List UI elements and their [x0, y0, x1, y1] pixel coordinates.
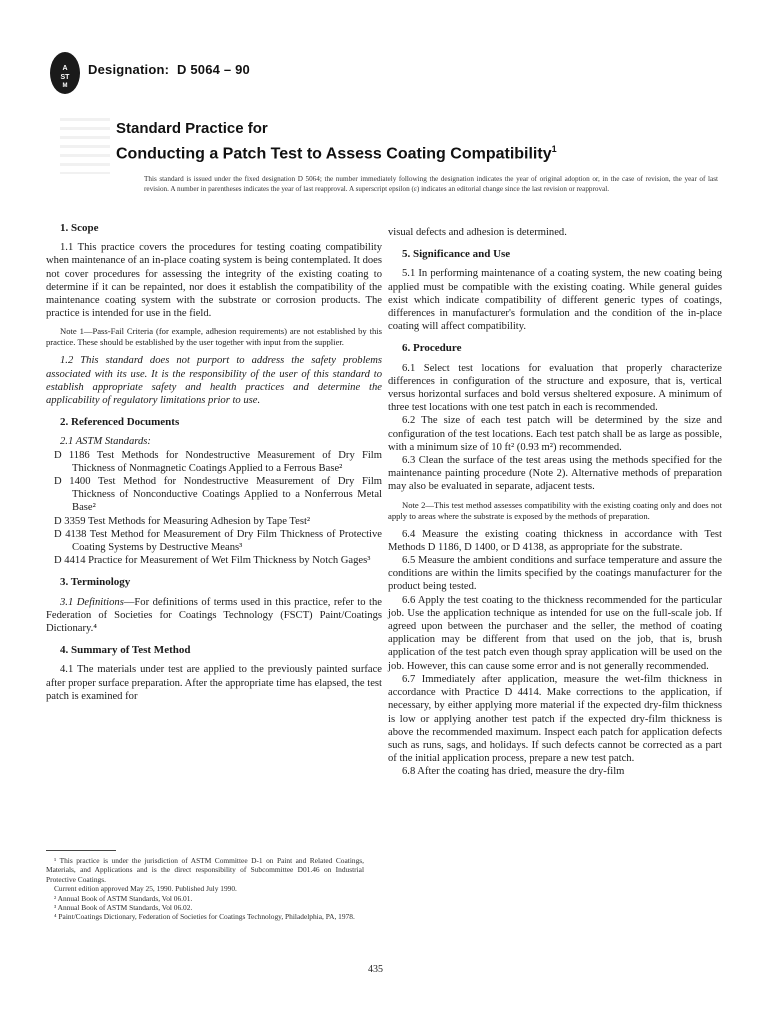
title-line-2 — [116, 139, 716, 164]
paragraph-6-2: 6.2 The size of each test patch will be determined by the size and configuration of the test locations. Each test patch shall be as large as possible, with a minimum size of 10 ft² (0.93 m²) recommended. — [388, 415, 722, 453]
paragraph-3-1-text: —For definitions of terms used in this practice, refer to the Federation of Societies for Coatings Technology (FSCT) Paint/Coatings Dictionary.⁴ — [46, 596, 382, 635]
document-title — [116, 118, 716, 164]
paragraph-6-4: 6.4 Measure the existing coating thickness in accordance with Test Methods D 1186, D 1400, or D 4138, as appropriate for the substrate. — [388, 528, 722, 553]
paragraph-6-3: 6.3 Clean the surface of the test areas using the methods specified for the maintenance painting procedure (Note 2). Alternative methods of preparation may also be evaluated in separate, adjacent tests. — [388, 455, 722, 493]
paragraph-2-1: 2.1 ASTM Standards: — [60, 436, 151, 448]
svg-text:A: A — [62, 65, 68, 72]
paragraph-6-6: 6.6 Apply the test coating to the thickness recommended for the particular job. Use the application technique as intended for use on the full-scale job. If agreed upon between the purchaser and the seller, the method of coating application may be different from that used on the job, that is, brush application of the test patch even though spray application will be used on the job. However, this can cause some error and is not generally recommended. — [388, 594, 722, 672]
footnote: ⁴ Paint/Coatings Dictionary, Federation of Societies for Coatings Technology, Philadelphia, PA, 1978. — [54, 912, 355, 922]
title-line-2-text: Conducting a Patch Test to Assess Coating Compatibility — [116, 145, 552, 163]
paragraph-1-2: 1.2 This standard does not purport to address the safety problems associated with its use. It is the responsibility of the user of this standard to establish appropriate safety and health practices and determine the applicability of regulatory limitations prior to use. — [46, 355, 382, 407]
paragraph-3-1-lead: 3.1 Definitions — [60, 596, 124, 608]
right-column — [388, 226, 722, 779]
left-column — [46, 222, 382, 703]
note-2: Note 2—This test method assesses compatibility with the existing coating only and does not apply to areas where the substrate is exposed by the methods of preparation. — [388, 499, 722, 521]
section-heading-terminology: 3. Terminology — [60, 576, 131, 589]
designation-label: Designation: — [88, 62, 170, 77]
paragraph-6-1: 6.1 Select test locations for evaluation that properly characterize differences in configuration of the structure and exposure, that is, vertical versus horizontal surfaces and bold versus sheltered exposure. A minimum of three test locations with one test patch in each is recommended. — [388, 362, 722, 414]
footnote-divider — [46, 850, 116, 851]
page-number: 435 — [368, 964, 383, 975]
designation — [88, 62, 250, 77]
note-1: Note 1—Pass-Fail Criteria (for example, adhesion requirements) are not established by this practice. These should be established by the user together with input from the supplier. — [46, 326, 382, 348]
svg-text:M: M — [62, 83, 68, 89]
astm-logo-icon — [48, 50, 82, 96]
section-heading-referenced-documents: 2. Referenced Documents — [60, 416, 180, 429]
title-line-1: Standard Practice for — [116, 120, 268, 137]
section-heading-scope: 1. Scope — [60, 222, 99, 234]
paragraph-3-1 — [46, 596, 382, 636]
svg-text:ST: ST — [60, 74, 70, 81]
reference-item: D 1400 Test Method for Nondestructive Measurement of Dry Film Thickness of Nonconductive Coatings Applied to a Nonferrous Metal Base² — [54, 476, 382, 514]
reference-item: D 1186 Test Methods for Nondestructive Measurement of Dry Film Thickness of Nonmagnetic Coatings Applied to a Ferrous Base² — [54, 449, 382, 474]
paragraph-4-1: 4.1 The materials under test are applied to the previously painted surface after proper surface preparation. After the appropriate time has elapsed, the test patch is examined for — [46, 664, 382, 702]
scan-margin-noise — [60, 118, 110, 174]
paragraph-6-5: 6.5 Measure the ambient conditions and surface temperature and assure the conditions are within the limits specified by the coatings manufacturer for the product being tested. — [388, 555, 722, 593]
paragraph-5-1: 5.1 In performing maintenance of a coating system, the new coating being applied must be compatible with the existing coating. While general guides exist which indicate compatibility of different generic types of coatings, differences in manufacturer's formulation and the condition of the in-place coating will affect compatibility. — [388, 268, 722, 333]
paragraph-6-8: 6.8 After the coating has dried, measure the dry-film — [402, 766, 625, 778]
reference-item: D 4138 Test Method for Measurement of Dry Film Thickness of Protective Coating Systems by Destructive Means³ — [54, 528, 382, 554]
paragraph-1-1: 1.1 This practice covers the procedures for testing coating compatibility when maintenance of an in-place coating system is being contemplated. It does not cover procedures for assessing the integrity of the existing coating to determine if it can be repainted, nor does it establish the compatibility of the maintenance coating system with the substrate or corrosion products. The practice is intended for use in the field. — [46, 242, 382, 320]
paragraph-6-7: 6.7 Immediately after application, measure the wet-film thickness in accordance with Practice D 4414. Make corrections to the application, if necessary, by either applying more material if the expected dry-film thickness is low or applying another test patch if the expected dry-film thickness is above the recommended maximum. Inspect each patch for application defects such as runs, sags, and holidays. If such defects cannot be corrected as a part of the initial application process, prepare a new test patch. — [388, 673, 722, 765]
section-heading-significance: 5. Significance and Use — [402, 248, 511, 261]
footnote: ¹ This practice is under the jurisdiction of ASTM Committee D-1 on Paint and Related Coatings, Materials, and Applications and is the direct responsibility of Subcommittee D01.46 on Industrial Protective Coatings. — [46, 856, 364, 884]
designation-number: D 5064 – 90 — [176, 62, 250, 77]
reference-item: D 4414 Practice for Measurement of Wet Film Thickness by Notch Gages³ — [54, 555, 371, 567]
edition-note: This standard is issued under the fixed designation D 5064; the number immediately following the designation indicates the year of original adoption or, in the case of revision, the year of last revision. A number in parentheses indicates the year of last reapproval. A superscript epsilon (ε) indicates an editorial change since the last revision or reapproval. — [144, 175, 718, 193]
section-heading-procedure: 6. Procedure — [402, 342, 462, 355]
footnote: Current edition approved May 25, 1990. Published July 1990. — [54, 884, 237, 894]
title-footnote-mark: 1 — [551, 144, 557, 154]
reference-list — [46, 449, 382, 568]
footnote: ³ Annual Book of ASTM Standards, Vol 06.02. — [54, 903, 193, 913]
footnotes — [46, 856, 364, 922]
section-heading-summary: 4. Summary of Test Method — [60, 644, 191, 657]
footnote: ² Annual Book of ASTM Standards, Vol 06.01. — [54, 893, 193, 903]
paragraph-4-1-continued: visual defects and adhesion is determined. — [388, 227, 567, 238]
reference-item: D 3359 Test Methods for Measuring Adhesion by Tape Test² — [54, 515, 311, 527]
